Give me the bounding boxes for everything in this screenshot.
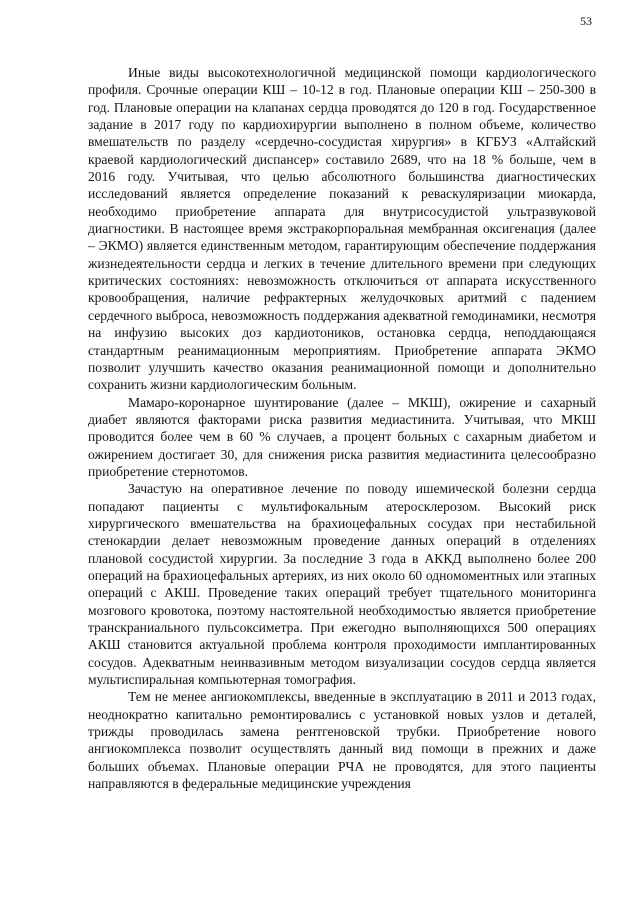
paragraph-mammary-coronary-bypass: Мамаро-коронарное шунтирование (далее – МКШ), ожирение и сахарный диабет являются факторами риска развития медиастинита. Учитывая, что МКШ проводится более чем в 60 % случаев, а процент больных с сахарным диабетом и ожирением достигает 30, для снижения риска развития медиастинита целесообразно приобретение стернотомов. (88, 394, 596, 479)
paragraph-multifocal-atherosclerosis: Зачастую на оперативное лечение по поводу ишемической болезни сердца попадают пациенты с мультифокальным атеросклерозом. Высокий риск хирургического вмешательства на брахиоцефальных сосудах при нестабильной стенокардии делает невозможным проведение данных операций в отделениях плановой сосудистой хирургии. За последние 3 года в АККД выполнено более 200 операций на брахиоцефальных артериях, из них около 60 одномоментных или этапных операций с АКШ. Проведение таких операций требует тщательного мониторинга мозгового кровотока, поэтому настоятельной необходимостью является приобретение транскраниального пульсоксиметра. При ежегодно выполняющихся 500 операциях АКШ становится актуальной проблема контроля проходимости имплантированных сосудов. Адекватным неинвазивным методом визуализации сосудов сердца является мультиспиральная компьютерная томография. (88, 481, 596, 688)
body-text (88, 64, 596, 792)
paragraph-cardiology-services: Иные виды высокотехнологичной медицинской помощи кардиологического профиля. Срочные операции КШ – 10-12 в год. Плановые операции КШ – 250-300 в год. Плановые операции на клапанах сердца проводятся до 120 в год. Государственное задание в 2017 году по кардиохирургии выполнено в полном объеме, количество вмешательств по разделу «сердечно-сосудистая хирургия» в КГБУЗ «Алтайский краевой кардиологический диспансер» составило 2689, что на 18 % больше, чем в 2016 году. Учитывая, что целью абсолютного большинства диагностических исследований является определение показаний к реваскуляризации миокарда, необходимо приобретение аппарата для внутрисосудистой ультразвуковой диагностики. В настоящее время экстракорпоральная мембранная оксигенация (далее – ЭКМО) является единственным методом, гарантирующим обеспечение поддержания жизнедеятельности сердца и легких в течение длительного времени при следующих критических состояниях: невозможность отключиться от аппарата искусственного кровообращения, наличие рефрактерных желудочковых аритмий с падением сердечного выброса, невозможность поддержания адекватной гемодинамики, несмотря на инфузию высоких доз кардиотоников, остановка сердца, неподдающаяся стандартным реанимационным мероприятиям. Приобретение аппарата ЭКМО позволит улучшить качество оказания реанимационной помощи и дополнительно сохранить жизни кардиологическим больным. (88, 65, 596, 393)
paragraph-angiocomplexes: Тем не менее ангиокомплексы, введенные в эксплуатацию в 2011 и 2013 годах, неоднократно капитально ремонтировались с установкой новых узлов и деталей, трижды проводилась замена рентгеновской трубки. Приобретение нового ангиокомплекса позволит осуществлять данный вид помощи в прежних и даже больших объемах. Плановые операции РЧА не проводятся, для этого пациенты направляются в федеральные медицинские учреждения (88, 689, 596, 792)
page-number: 53 (580, 14, 592, 28)
